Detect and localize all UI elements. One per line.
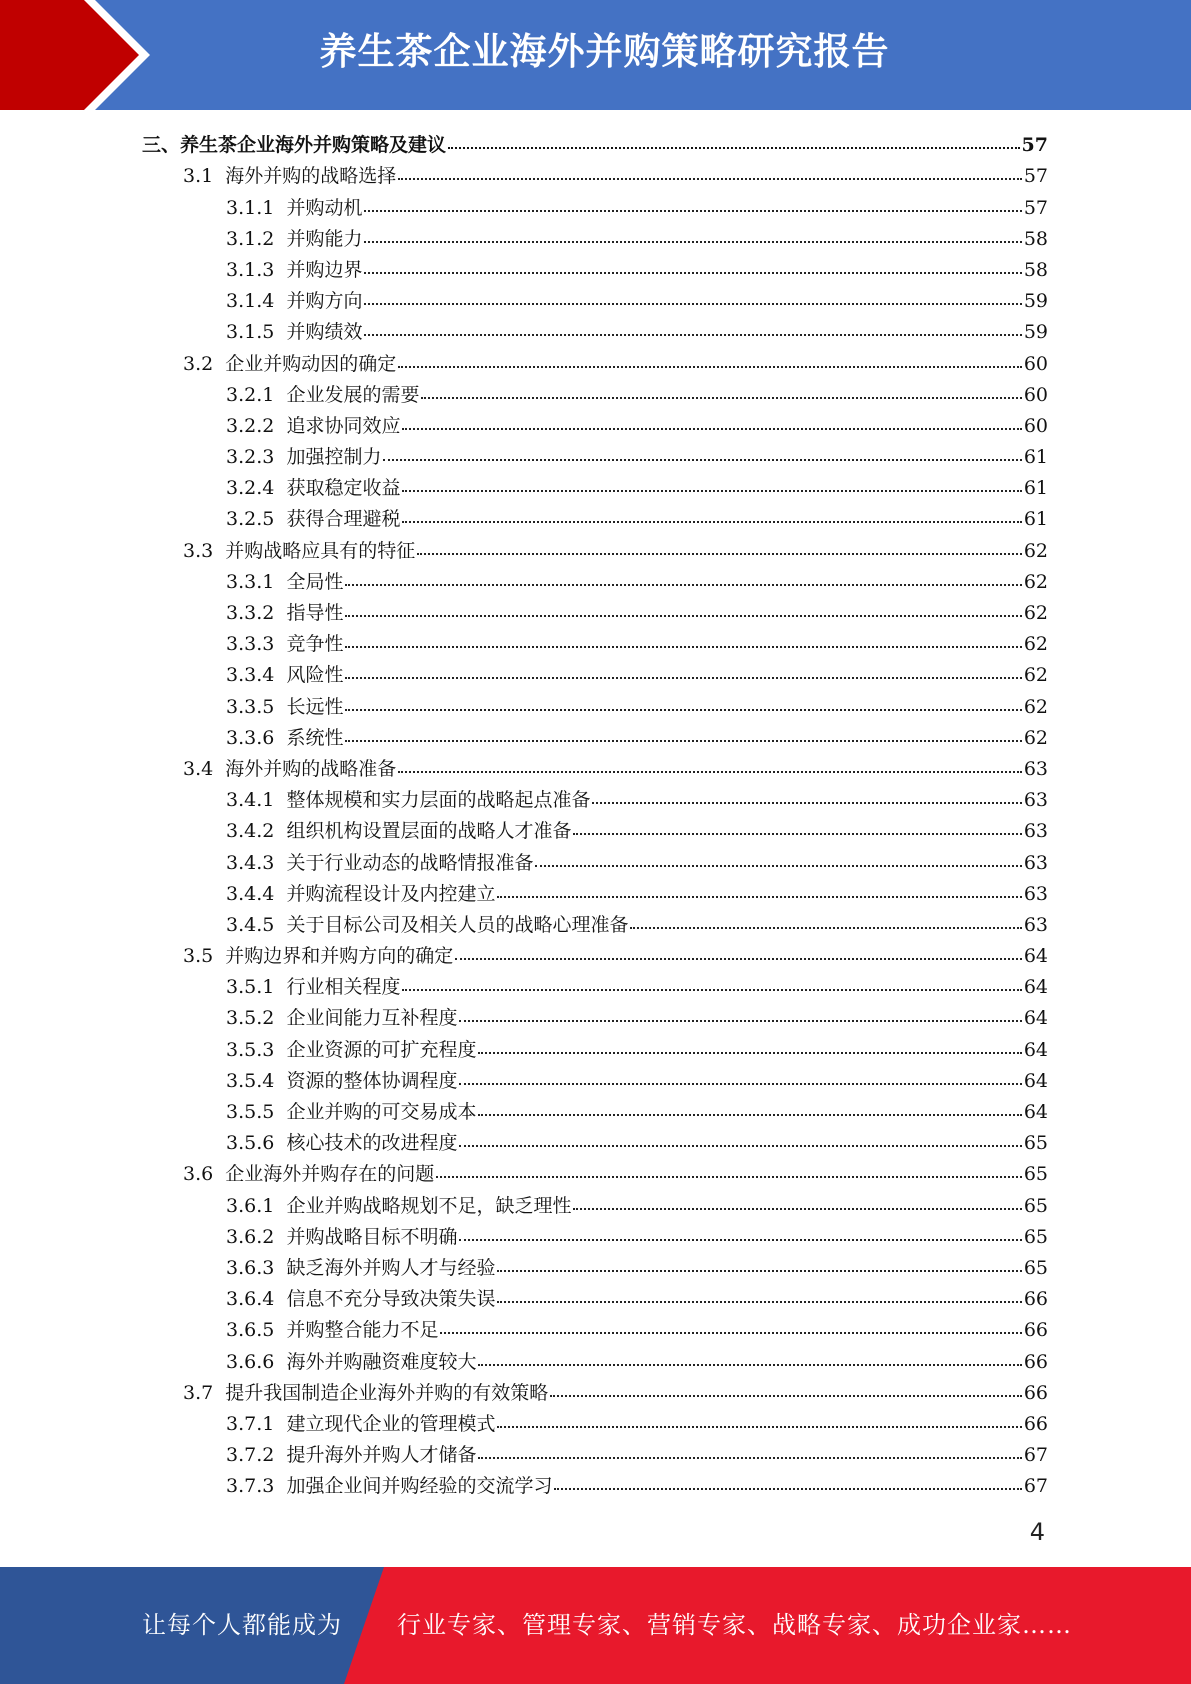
toc-dot-leader: [364, 303, 1021, 305]
toc-entry-title: 企业海外并购存在的问题: [225, 1163, 435, 1186]
toc-entry-line: [0, 1100, 1191, 1127]
toc-entry-number: 3.1.1: [226, 196, 287, 219]
toc-entry-page: 66: [1023, 1412, 1048, 1435]
toc-entry-number: 3.3.2: [226, 602, 287, 624]
toc-entry-number: 3.6.2: [226, 1225, 287, 1248]
toc-dot-leader: [459, 1239, 1021, 1241]
toc-dot-leader: [497, 896, 1021, 898]
toc-dot-leader: [554, 1488, 1021, 1490]
toc-entry-title: 并购边界: [286, 258, 363, 281]
toc-entry-level-3[interactable]: [0, 316, 1191, 347]
toc-entry-page: 63: [1023, 913, 1048, 936]
toc-entry-number: 3.6.5: [226, 1319, 287, 1342]
toc-entry-page: 62: [1023, 602, 1048, 624]
toc-entry-page: 65: [1023, 1225, 1048, 1248]
toc-entry-title: 海外并购融资难度较大: [286, 1350, 477, 1373]
toc-entry-page: 63: [1023, 820, 1048, 843]
toc-entry-title: 并购战略应具有的特征: [225, 539, 416, 562]
toc-entry-level-3[interactable]: [0, 566, 1191, 597]
toc-entry-page: 67: [1023, 1475, 1048, 1498]
toc-entry-number: 3.4.2: [226, 820, 287, 843]
toc-entry-level-3[interactable]: [0, 191, 1191, 222]
toc-entry-title: 企业并购战略规划不足，缺乏理性: [286, 1194, 572, 1217]
toc-entry-line: [0, 352, 1191, 379]
footer-slogan: 让每个人都能成为: [142, 1611, 342, 1639]
toc-dot-leader: [455, 958, 1022, 960]
toc-entry-level-2[interactable]: [0, 160, 1191, 191]
toc-entry-level-1[interactable]: [0, 129, 1191, 160]
toc-entry-number: 3.7.2: [226, 1444, 287, 1467]
toc-dot-leader: [497, 1426, 1021, 1428]
toc-entry-number: 3.2.2: [226, 414, 287, 437]
toc-entry-number: 3.3.5: [226, 695, 287, 718]
toc-entry-page: 65: [1023, 1132, 1048, 1155]
toc-entry-title: 核心技术的改进程度: [286, 1132, 458, 1155]
toc-entry-line: [0, 663, 1191, 690]
toc-entry-line: [0, 133, 1191, 160]
toc-entry-title: 关于行业动态的战略情报准备: [286, 851, 534, 874]
toc-entry-number: 3.6.1: [226, 1194, 287, 1217]
toc-entry-title: 指导性: [286, 602, 344, 624]
toc-entry-level-3[interactable]: [0, 1033, 1191, 1064]
toc-dot-leader: [592, 802, 1021, 804]
toc-entry-number: 3.1.2: [226, 227, 287, 250]
toc-entry-title: 并购整合能力不足: [286, 1319, 439, 1342]
toc-entry-page: 64: [1023, 1038, 1048, 1061]
toc-entry-page: 58: [1023, 258, 1048, 281]
toc-entry-number: 3.5.3: [226, 1038, 287, 1061]
toc-dot-leader: [345, 584, 1021, 586]
toc-entry-line: [0, 227, 1191, 254]
toc-entry-page: 59: [1023, 290, 1048, 313]
toc-entry-line: [0, 1194, 1191, 1221]
toc-dot-leader: [398, 178, 1022, 180]
toc-entry-line: [0, 289, 1191, 316]
toc-entry-page: 63: [1023, 882, 1048, 905]
toc-entry-line: [0, 1038, 1191, 1065]
toc-dot-leader: [478, 1114, 1021, 1116]
toc-dot-leader: [497, 1270, 1021, 1272]
toc-entry-page: 57: [1021, 134, 1048, 157]
footer-expert-list: 行业专家、管理专家、营销专家、战略专家、成功企业家……: [397, 1611, 1072, 1639]
toc-entry-number: 3.3.3: [226, 633, 287, 656]
toc-entry-level-3[interactable]: [0, 722, 1191, 753]
toc-dot-leader: [459, 1083, 1021, 1085]
toc-entry-level-3[interactable]: [0, 1252, 1191, 1283]
toc-entry-number: 3.5: [183, 945, 226, 968]
toc-entry-number: 3.4: [183, 757, 226, 780]
toc-dot-leader: [550, 1395, 1022, 1397]
toc-entry-page: 62: [1023, 726, 1048, 749]
toc-entry-title: 并购方向: [286, 290, 363, 313]
toc-entry-page: 65: [1023, 1163, 1048, 1186]
toc-entry-title: 组织机构设置层面的战略人才准备: [286, 820, 572, 843]
toc-entry-line: [0, 1287, 1191, 1314]
toc-entry-level-3[interactable]: [0, 1002, 1191, 1033]
toc-entry-title: 企业并购动因的确定: [225, 352, 397, 375]
toc-entry-level-3[interactable]: [0, 254, 1191, 285]
toc-entry-line: [0, 383, 1191, 410]
toc-entry-page: 62: [1023, 633, 1048, 656]
toc-dot-leader: [364, 241, 1021, 243]
toc-entry-line: [0, 975, 1191, 1002]
toc-dot-leader: [398, 366, 1022, 368]
toc-entry-level-2[interactable]: [0, 1377, 1191, 1408]
toc-entry-page: 61: [1023, 508, 1048, 531]
toc-entry-line: [0, 1131, 1191, 1158]
toc-entry-number: 3.2: [183, 352, 226, 375]
toc-entry-page: 62: [1023, 695, 1048, 718]
toc-entry-number: 3.3.4: [226, 664, 287, 687]
toc-entry-line: [0, 1069, 1191, 1096]
toc-entry-level-3[interactable]: [0, 815, 1191, 846]
toc-entry-page: 64: [1023, 1101, 1048, 1123]
toc-entry-level-3[interactable]: [0, 1345, 1191, 1376]
toc-entry-level-3[interactable]: [0, 909, 1191, 940]
toc-entry-line: [0, 1318, 1191, 1345]
toc-entry-number: 3.2.1: [226, 383, 287, 406]
toc-entry-line: [0, 1381, 1191, 1408]
toc-entry-level-2[interactable]: [0, 753, 1191, 784]
toc-entry-title: 海外并购的战略选择: [225, 165, 397, 188]
toc-entry-number: 3.3.6: [226, 726, 287, 749]
header-banner: [0, 0, 1191, 110]
toc-dot-leader: [345, 740, 1021, 742]
toc-entry-title: 缺乏海外并购人才与经验: [286, 1256, 496, 1279]
toc-dot-leader: [459, 1020, 1021, 1022]
toc-entry-title: 关于目标公司及相关人员的战略心理准备: [286, 913, 629, 936]
toc-entry-page: 67: [1023, 1444, 1048, 1467]
toc-entry-title: 建立现代企业的管理模式: [286, 1412, 496, 1435]
toc-entry-line: [0, 695, 1191, 722]
toc-entry-number: 3.5.5: [226, 1101, 287, 1123]
toc-entry-number: 3.5.4: [226, 1069, 287, 1092]
toc-dot-leader: [440, 1332, 1021, 1334]
toc-entry-title: 海外并购的战略准备: [225, 757, 397, 780]
toc-entry-number: 3.7: [183, 1381, 226, 1404]
toc-entry-line: [0, 1443, 1191, 1470]
toc-entry-title: 并购绩效: [286, 321, 363, 344]
toc-dot-leader: [364, 272, 1021, 274]
toc-entry-title: 整体规模和实力层面的战略起点准备: [286, 789, 591, 812]
toc-entry-level-2[interactable]: [0, 1158, 1191, 1189]
toc-entry-line: [0, 632, 1191, 659]
toc-entry-line: [0, 726, 1191, 753]
toc-entry-level-3[interactable]: [0, 1283, 1191, 1314]
toc-dot-leader: [459, 1145, 1021, 1147]
toc-entry-page: 61: [1023, 477, 1048, 500]
table-of-contents: [0, 129, 1191, 1501]
toc-entry-page: 58: [1023, 227, 1048, 250]
toc-entry-number: 3.6: [183, 1163, 226, 1186]
toc-entry-title: 企业间能力互补程度: [286, 1007, 458, 1030]
toc-dot-leader: [478, 1364, 1021, 1366]
toc-entry-level-3[interactable]: [0, 1096, 1191, 1127]
toc-entry-title: 并购流程设计及内控建立: [286, 882, 496, 905]
toc-entry-level-3[interactable]: [0, 1065, 1191, 1096]
toc-entry-line: [0, 164, 1191, 191]
toc-entry-level-3[interactable]: [0, 1189, 1191, 1220]
toc-dot-leader: [535, 865, 1021, 867]
toc-entry-title: 长远性: [286, 695, 344, 718]
toc-entry-number: 3.7.3: [226, 1475, 287, 1498]
toc-entry-level-2[interactable]: [0, 347, 1191, 378]
toc-entry-number: 3.2.3: [226, 446, 287, 469]
toc-entry-title: 企业资源的可扩充程度: [286, 1038, 477, 1061]
toc-entry-title: 提升海外并购人才储备: [286, 1444, 477, 1467]
toc-entry-level-3[interactable]: [0, 1314, 1191, 1345]
toc-dot-leader: [478, 1052, 1021, 1054]
toc-entry-number: 3.5.2: [226, 1007, 287, 1030]
toc-entry-line: [0, 539, 1191, 566]
toc-entry-line: [0, 913, 1191, 940]
toc-entry-level-3[interactable]: [0, 1470, 1191, 1501]
toc-entry-level-3[interactable]: [0, 379, 1191, 410]
toc-entry-page: 64: [1023, 1007, 1048, 1030]
toc-entry-number: 3.2.5: [226, 508, 287, 531]
toc-entry-page: 64: [1023, 976, 1048, 999]
toc-entry-level-3[interactable]: [0, 503, 1191, 534]
toc-dot-leader: [421, 397, 1021, 399]
toc-entry-page: 65: [1023, 1256, 1048, 1279]
toc-entry-page: 60: [1023, 414, 1048, 437]
toc-entry-level-3[interactable]: [0, 971, 1191, 1002]
toc-entry-line: [0, 1474, 1191, 1501]
toc-entry-title: 追求协同效应: [286, 414, 401, 437]
toc-entry-line: [0, 1350, 1191, 1377]
toc-entry-number: 3.6.4: [226, 1288, 287, 1311]
toc-entry-number: 3.1: [183, 165, 226, 188]
toc-entry-line: [0, 507, 1191, 534]
toc-entry-title: 风险性: [286, 664, 344, 687]
toc-entry-number: 3.3: [183, 539, 226, 562]
toc-entry-line: [0, 944, 1191, 971]
toc-entry-page: 59: [1023, 321, 1048, 344]
toc-entry-level-3[interactable]: [0, 410, 1191, 441]
toc-entry-level-3[interactable]: [0, 628, 1191, 659]
toc-entry-line: [0, 570, 1191, 597]
toc-entry-number: 3.6.3: [226, 1256, 287, 1279]
toc-entry-line: [0, 1225, 1191, 1252]
toc-entry-number: 3.3.1: [226, 570, 287, 593]
toc-entry-number: 3.5.6: [226, 1132, 287, 1155]
toc-entry-page: 64: [1023, 945, 1048, 968]
toc-dot-leader: [383, 459, 1021, 461]
toc-entry-line: [0, 414, 1191, 441]
toc-entry-title: 系统性: [286, 726, 344, 749]
toc-entry-page: 60: [1023, 352, 1048, 375]
toc-entry-line: [0, 1162, 1191, 1189]
toc-entry-line: [0, 882, 1191, 909]
toc-entry-level-3[interactable]: [0, 441, 1191, 472]
toc-entry-line: [0, 1256, 1191, 1283]
toc-dot-leader: [402, 490, 1021, 492]
toc-dot-leader: [573, 833, 1021, 835]
toc-entry-page: 66: [1023, 1350, 1048, 1373]
toc-dot-leader: [345, 709, 1021, 711]
toc-entry-line: [0, 819, 1191, 846]
toc-entry-number: 3.1.4: [226, 290, 287, 313]
toc-entry-number: 3.6.6: [226, 1350, 287, 1373]
toc-entry-number: 3.4.4: [226, 882, 287, 905]
toc-dot-leader: [573, 1208, 1021, 1210]
toc-entry-number: 3.7.1: [226, 1412, 287, 1435]
toc-entry-level-3[interactable]: [0, 223, 1191, 254]
toc-entry-page: 57: [1023, 165, 1048, 188]
toc-entry-title: 并购边界和并购方向的确定: [225, 945, 454, 968]
toc-entry-line: [0, 851, 1191, 878]
toc-entry-level-3[interactable]: [0, 1127, 1191, 1158]
toc-entry-page: 64: [1023, 1069, 1048, 1092]
toc-entry-number: 3.4.1: [226, 789, 287, 812]
toc-entry-line: [0, 445, 1191, 472]
toc-entry-line: [0, 476, 1191, 503]
toc-entry-level-3[interactable]: [0, 1408, 1191, 1439]
toc-entry-level-3[interactable]: [0, 878, 1191, 909]
toc-entry-title: 行业相关程度: [286, 976, 401, 999]
toc-entry-line: [0, 320, 1191, 347]
toc-dot-leader: [417, 553, 1022, 555]
toc-entry-number: 三、: [142, 134, 181, 157]
toc-entry-page: 61: [1023, 446, 1048, 469]
toc-entry-title: 加强企业间并购经验的交流学习: [286, 1475, 553, 1498]
toc-entry-page: 62: [1023, 664, 1048, 687]
toc-entry-title: 并购动机: [286, 196, 363, 219]
toc-entry-title: 企业并购的可交易成本: [286, 1101, 477, 1123]
toc-dot-leader: [402, 989, 1021, 991]
toc-entry-number: 3.1.5: [226, 321, 287, 344]
toc-dot-leader: [402, 428, 1021, 430]
toc-dot-leader: [478, 1457, 1021, 1459]
toc-entry-line: [0, 1006, 1191, 1033]
toc-entry-title: 资源的整体协调程度: [286, 1069, 458, 1092]
toc-dot-leader: [436, 1176, 1022, 1178]
toc-entry-line: [0, 196, 1191, 223]
toc-entry-page: 63: [1023, 789, 1048, 812]
page-number: 4: [1029, 1518, 1045, 1546]
toc-entry-level-3[interactable]: [0, 659, 1191, 690]
toc-dot-leader: [364, 210, 1021, 212]
toc-entry-line: [0, 788, 1191, 815]
toc-entry-title: 信息不充分导致决策失误: [286, 1288, 496, 1311]
toc-dot-leader: [364, 334, 1021, 336]
toc-entry-page: 66: [1023, 1381, 1048, 1404]
toc-entry-level-3[interactable]: [0, 597, 1191, 628]
toc-entry-line: [0, 601, 1191, 628]
toc-entry-page: 60: [1023, 383, 1048, 406]
toc-entry-title: 获得合理避税: [286, 508, 401, 531]
toc-entry-level-2[interactable]: [0, 534, 1191, 565]
toc-entry-number: 3.2.4: [226, 477, 287, 500]
toc-entry-page: 62: [1023, 570, 1048, 593]
toc-entry-line: [0, 1412, 1191, 1439]
toc-dot-leader: [497, 1301, 1021, 1303]
toc-dot-leader: [398, 771, 1022, 773]
toc-dot-leader: [448, 147, 1020, 149]
toc-entry-title: 加强控制力: [286, 446, 382, 469]
toc-entry-level-3[interactable]: [0, 1221, 1191, 1252]
toc-entry-level-3[interactable]: [0, 472, 1191, 503]
toc-entry-level-3[interactable]: [0, 846, 1191, 877]
toc-entry-page: 66: [1023, 1288, 1048, 1311]
toc-entry-line: [0, 757, 1191, 784]
toc-entry-level-3[interactable]: [0, 690, 1191, 721]
toc-entry-title: 获取稳定收益: [286, 477, 401, 500]
toc-entry-line: [0, 258, 1191, 285]
toc-entry-page: 63: [1023, 851, 1048, 874]
toc-entry-title: 提升我国制造企业海外并购的有效策略: [225, 1381, 549, 1404]
toc-entry-level-3[interactable]: [0, 285, 1191, 316]
document-title: 养生茶企业海外并购策略研究报告: [319, 30, 890, 73]
toc-entry-number: 3.1.3: [226, 258, 287, 281]
toc-entry-title: 并购能力: [286, 227, 363, 250]
toc-entry-title: 企业发展的需要: [286, 383, 420, 406]
toc-entry-page: 63: [1023, 757, 1048, 780]
toc-entry-level-3[interactable]: [0, 1439, 1191, 1470]
toc-entry-page: 66: [1023, 1319, 1048, 1342]
toc-dot-leader: [345, 677, 1021, 679]
toc-dot-leader: [630, 927, 1021, 929]
toc-dot-leader: [402, 521, 1021, 523]
toc-entry-number: 3.5.1: [226, 976, 287, 999]
toc-entry-number: 3.4.5: [226, 913, 287, 936]
toc-dot-leader: [345, 615, 1021, 617]
toc-entry-title: 并购战略目标不明确: [286, 1225, 458, 1248]
toc-entry-page: 57: [1023, 196, 1048, 219]
toc-dot-leader: [345, 646, 1021, 648]
toc-entry-title: 全局性: [286, 570, 344, 593]
toc-entry-page: 65: [1023, 1194, 1048, 1217]
toc-entry-level-2[interactable]: [0, 940, 1191, 971]
toc-entry-level-3[interactable]: [0, 784, 1191, 815]
toc-entry-title: 养生茶企业海外并购策略及建议: [180, 134, 447, 157]
footer-banner: [0, 1567, 1191, 1684]
toc-entry-number: 3.4.3: [226, 851, 287, 874]
toc-entry-title: 竞争性: [286, 633, 344, 656]
toc-entry-page: 62: [1023, 539, 1048, 562]
